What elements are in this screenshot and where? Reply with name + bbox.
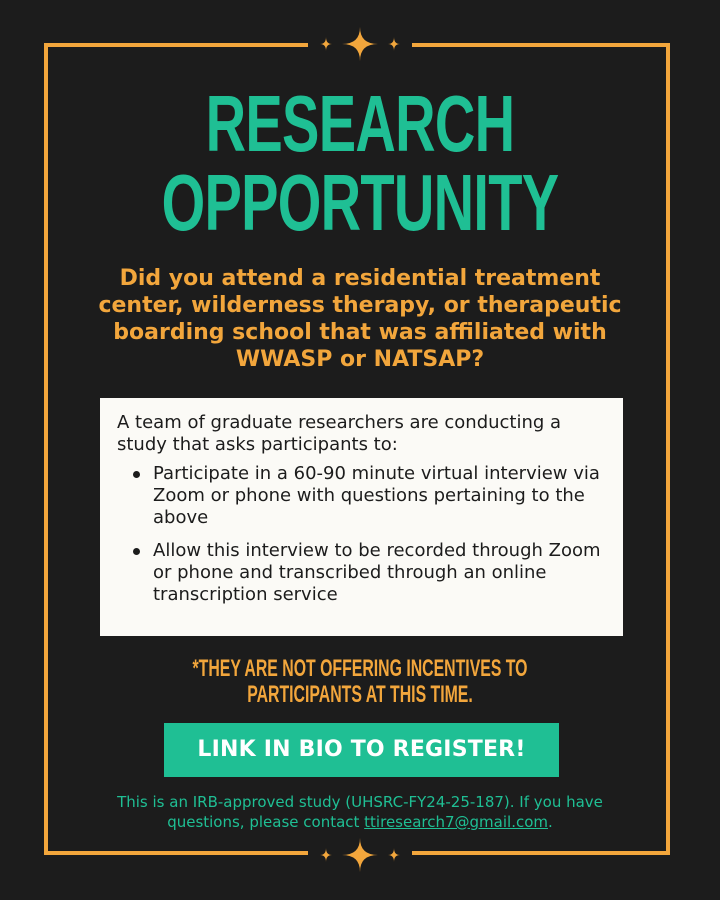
contact-email-link[interactable]: ttiresearch7@gmail.com [364, 813, 549, 831]
screening-question: Did you attend a residential treatment center, wilderness therapy, or therapeutic boarding school that was affiliated with WWASP or NATSAP? [98, 266, 622, 372]
title-line-1: RESEARCH [205, 79, 515, 168]
study-intro-text: A team of graduate researchers are conducting a study that asks participants to: [117, 412, 562, 455]
list-item [117, 540, 607, 606]
footer-period: . [548, 813, 553, 831]
incentive-note-line-1: *THEY ARE NOT OFFERING INCENTIVES TO [192, 655, 528, 682]
list-item-text: Participate in a 60-90 minute virtual interview via Zoom or phone with questions pertaining to the above [153, 463, 600, 528]
incentive-note-line-2: PARTICIPANTS AT THIS TIME. [247, 681, 473, 708]
sparkle-stars-top-icon [308, 24, 412, 64]
sparkle-stars-bottom-icon [308, 835, 412, 875]
footer-text: This is an IRB-approved study (UHSRC-FY24-25-187). If you have questions, please contact [117, 793, 603, 831]
list-item [117, 463, 607, 529]
register-button[interactable]: LINK IN BIO TO REGISTER! [164, 723, 559, 777]
bullet-icon [133, 471, 140, 478]
list-item-text: Allow this interview to be recorded through Zoom or phone and transcribed through an online transcription service [153, 540, 601, 605]
irb-footer [80, 792, 640, 832]
title-line-2: OPPORTUNITY [161, 158, 559, 247]
study-details-card [100, 398, 623, 636]
study-requirements-list [117, 463, 607, 606]
bullet-icon [133, 548, 140, 555]
